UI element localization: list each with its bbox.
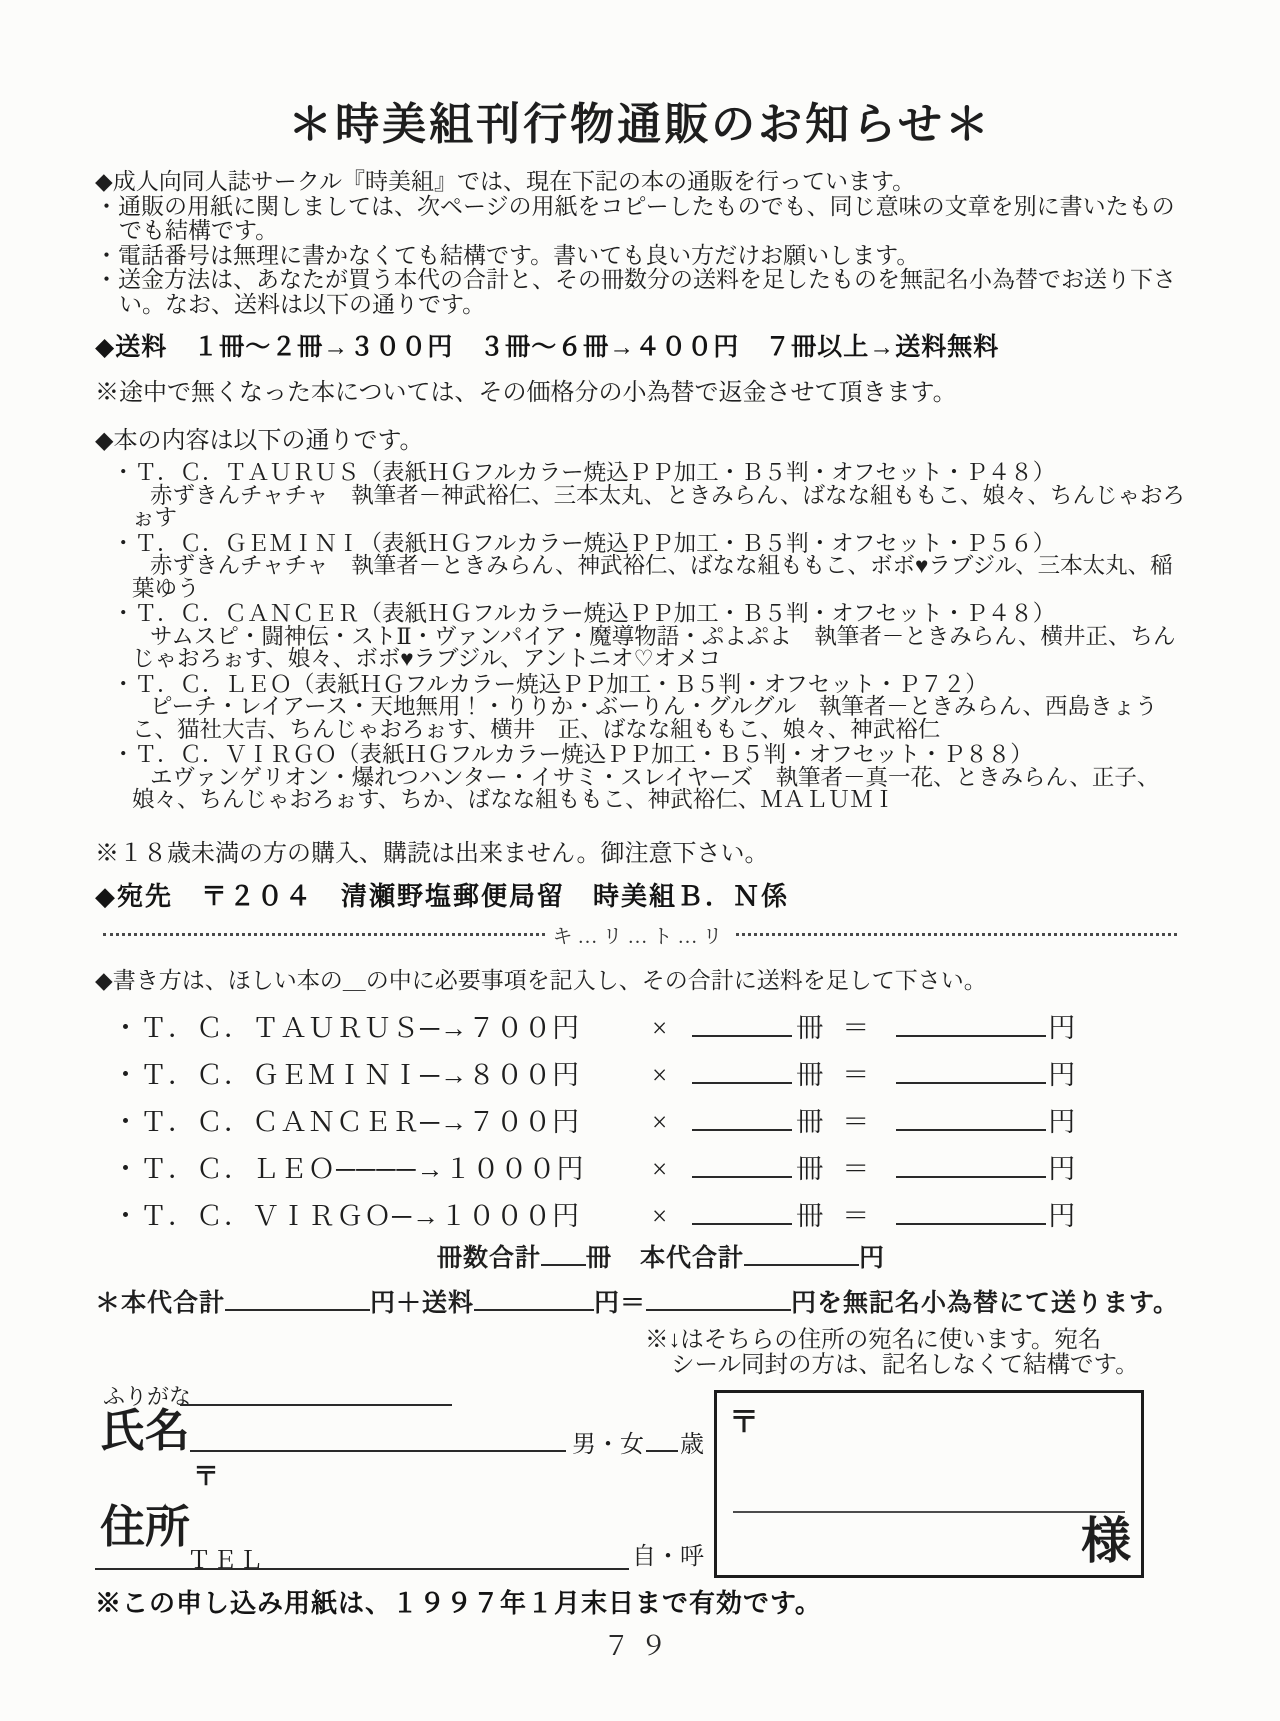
intro-line: ・電話番号は無理に書かなくても結構です。書いても良い方だけお願いします。 (95, 242, 920, 268)
quantity-blank-field (692, 1223, 792, 1225)
copies-unit-label: 冊 (796, 1154, 825, 1184)
intro-line: ・送金方法は、あなたが買う本代の合計と、その冊数分の送料を足したものを無記名小為替でお送り下さい。なお、送料は以下の通りです。 (95, 267, 1176, 317)
book-title: ・Ｔ．Ｃ．ＧＥＭＩＮＩ（表紙ＨＧフルカラー焼込ＰＰ加工・Ｂ５判・オフセット・Ｐ５６） (112, 530, 1056, 556)
order-row (112, 1100, 1192, 1147)
order-item-label: ・Ｔ．Ｃ．ＣＡＮＣＥＲ─→７００円 (112, 1107, 581, 1137)
summary-amount-blank (225, 1309, 370, 1311)
address-usage-note-line1: ※↓はそちらの住所の宛名に使います。宛名 (645, 1327, 1102, 1353)
totals-row (437, 1238, 885, 1274)
box-postal-mark: 〒 (729, 1406, 759, 1439)
age-unit-label: 歳 (680, 1432, 704, 1458)
book-detail: 赤ずきんチャチャ 執筆者－ときみらん、神武裕仁、ばなな組ももこ、ボボ♥ラブジル、三本太丸、稲葉ゆう (132, 553, 1173, 601)
cut-dots-left (103, 933, 545, 936)
cut-dots-right (736, 933, 1178, 936)
furigana-blank-field (180, 1404, 452, 1406)
mailing-address-line: ◆宛先 〒２０４ 清瀬野塩郵便局留 時美組Ｂ．Ｎ係 (95, 882, 789, 911)
quantity-blank-field (692, 1035, 792, 1037)
copies-unit-label: 冊 (796, 1201, 825, 1231)
equals-symbol: ＝ (842, 1060, 871, 1090)
multiply-symbol: × (652, 1107, 669, 1137)
order-item-label: ・Ｔ．Ｃ．ＬＥＯ────→１０００円 (112, 1154, 585, 1184)
book-contents-heading: ◆本の内容は以下の通りです。 (95, 428, 424, 454)
book-entry (112, 671, 1187, 742)
book-entry (112, 462, 1187, 530)
book-title: ・Ｔ．Ｃ．ＴＡＵＲＵＳ（表紙ＨＧフルカラー焼込ＰＰ加工・Ｂ５判・オフセット・Ｐ４８） (112, 460, 1056, 485)
subtotal-blank-field (896, 1129, 1046, 1131)
cut-here-label: キ…リ…ト…リ (552, 926, 728, 948)
book-detail: 赤ずきんチャチャ 執筆者－神武裕仁、三本太丸、ときみらん、ばなな組ももこ、娘々、ちんじゃおろぉす (132, 482, 1186, 530)
order-row (112, 1053, 1192, 1100)
order-item-label: ・Ｔ．Ｃ．ＧＥＭＩＮＩ─→８００円 (112, 1060, 581, 1090)
book-entry (112, 744, 1187, 812)
tel-label: ＴＥＬ (187, 1548, 265, 1574)
address-usage-note (645, 1328, 1139, 1378)
yen-label: 円 (1048, 1107, 1077, 1137)
summary-prefix: ＊本代合計 (95, 1290, 226, 1317)
name-blank-field (190, 1450, 566, 1452)
equals-symbol: ＝ (842, 1013, 871, 1043)
order-rows (112, 1006, 1192, 1241)
quantity-blank-field (692, 1129, 792, 1131)
book-detail: サムスピ・闘神伝・ストⅡ・ヴァンパイア・魔導物語・ぷよぷよ 執筆者－ときみらん、横井正、ちんじゃおろぉす、娘々、ボボ♥ラブジル、アントニオ♡オメコ (132, 623, 1176, 671)
name-label: 氏名 (100, 1406, 191, 1456)
age-restriction-note: ※１８歳未満の方の購入、購読は出来ません。御注意下さい。 (95, 841, 769, 867)
tel-blank-field (95, 1568, 629, 1570)
multiply-symbol: × (652, 1060, 669, 1090)
book-entry (112, 530, 1187, 601)
intro-paragraphs (95, 170, 1187, 317)
summary-suffix: 円を無記名小為替にて送ります。 (791, 1290, 1180, 1317)
multiply-symbol: × (652, 1013, 669, 1043)
furigana-label: ふりがな (103, 1384, 192, 1409)
equals-symbol: ＝ (842, 1154, 871, 1184)
yen-label: 円 (1048, 1013, 1077, 1043)
total-copies-unit: 冊 (586, 1245, 613, 1272)
cut-here-line (95, 920, 1185, 949)
page-number: ７９ (603, 1631, 677, 1661)
quantity-blank-field (692, 1176, 792, 1178)
equals-symbol: ＝ (842, 1201, 871, 1231)
book-title: ・Ｔ．Ｃ．ＣＡＮＣＥＲ（表紙ＨＧフルカラー焼込ＰＰ加工・Ｂ５判・オフセット・Ｐ４８） (112, 601, 1056, 626)
copies-unit-label: 冊 (796, 1107, 825, 1137)
book-detail: エヴァンゲリオン・爆れつハンター・イサミ・スレイヤーズ 執筆者－真一花、ときみらん、正子、娘々、ちんじゃおろぉす、ちか、ばなな組ももこ、神武裕仁、ＭＡＬＵＭＩ (132, 764, 1160, 812)
book-detail: ピーチ・レイアース・天地無用！・りりか・ぶーりん・グルグル 執筆者－ときみらん、西島きょうこ、猫社大吉、ちんじゃおろぉす、横井 正、ばなな組ももこ、娘々、神武裕仁 (132, 694, 1158, 742)
yen-label: 円 (1048, 1060, 1077, 1090)
copies-unit-label: 冊 (796, 1013, 825, 1043)
summary-total-blank (646, 1309, 791, 1311)
refund-note: ※途中で無くなった本については、その価格分の小為替で返金させて頂きます。 (95, 380, 957, 406)
total-amount-blank-field (744, 1264, 859, 1266)
order-row (112, 1194, 1192, 1241)
summary-equals: 円＝ (594, 1290, 647, 1317)
tel-home-page-label: 自・呼 (632, 1544, 704, 1570)
postal-mark: 〒 (193, 1462, 220, 1491)
box-name-line (733, 1511, 1125, 1513)
subtotal-blank-field (896, 1082, 1046, 1084)
book-list (112, 462, 1187, 815)
age-blank-field (646, 1450, 678, 1452)
book-title: ・Ｔ．Ｃ．ＬＥＯ（表紙ＨＧフルカラー焼込ＰＰ加工・Ｂ５判・オフセット・Ｐ７２） (112, 671, 988, 697)
yen-label: 円 (1048, 1154, 1077, 1184)
order-instruction: ◆書き方は、ほしい本の＿の中に必要事項を記入し、その合計に送料を足して下さい。 (95, 968, 987, 993)
copies-unit-label: 冊 (796, 1060, 825, 1090)
recipient-address-box (714, 1390, 1144, 1578)
order-row (112, 1147, 1192, 1194)
address-usage-note-line2: シール同封の方は、記名しなくて結構です。 (671, 1352, 1139, 1378)
order-item-label: ・Ｔ．Ｃ．ＶＩＲＧＯ─→１０００円 (112, 1201, 581, 1231)
multiply-symbol: × (652, 1201, 669, 1231)
intro-line: ◆成人向同人誌サークル『時美組』では、現在下記の本の通販を行っています。 (95, 169, 916, 194)
total-copies-label: 冊数合計 (437, 1245, 542, 1272)
address-label: 住所 (100, 1502, 191, 1552)
order-item-label: ・Ｔ．Ｃ．ＴＡＵＲＵＳ─→７００円 (112, 1013, 581, 1043)
intro-line: ・通販の用紙に関しましては、次ページの用紙をコピーしたものでも、同じ意味の文章を別に書いたものでも結構です。 (95, 193, 1175, 243)
total-amount-unit: 円 (859, 1245, 886, 1272)
payment-summary-row (95, 1283, 1179, 1319)
validity-note: ※この申し込み用紙は、１９９７年１月末日まで有効です。 (95, 1589, 822, 1618)
multiply-symbol: × (652, 1154, 669, 1184)
summary-shipping-blank (474, 1309, 594, 1311)
total-copies-blank-field (541, 1264, 586, 1266)
subtotal-blank-field (896, 1176, 1046, 1178)
shipping-rates-heading: ◆送料 １冊～２冊→３００円 ３冊～６冊→４００円 ７冊以上→送料無料 (95, 334, 1000, 361)
subtotal-blank-field (896, 1223, 1046, 1225)
book-title: ・Ｔ．Ｃ．ＶＩＲＧＯ（表紙ＨＧフルカラー焼込ＰＰ加工・Ｂ５判・オフセット・Ｐ８８） (112, 742, 1033, 767)
summary-plus-shipping: 円＋送料 (370, 1290, 475, 1317)
honorific-label: 様 (1081, 1513, 1131, 1569)
yen-label: 円 (1048, 1201, 1077, 1231)
total-amount-label: 本代合計 (640, 1245, 745, 1272)
page-title: ＊時美組刊行物通販のお知らせ＊ (288, 100, 992, 149)
order-row (112, 1006, 1192, 1053)
quantity-blank-field (692, 1082, 792, 1084)
gender-label: 男・女 (572, 1432, 644, 1458)
subtotal-blank-field (896, 1035, 1046, 1037)
equals-symbol: ＝ (842, 1107, 871, 1137)
book-entry (112, 603, 1187, 671)
